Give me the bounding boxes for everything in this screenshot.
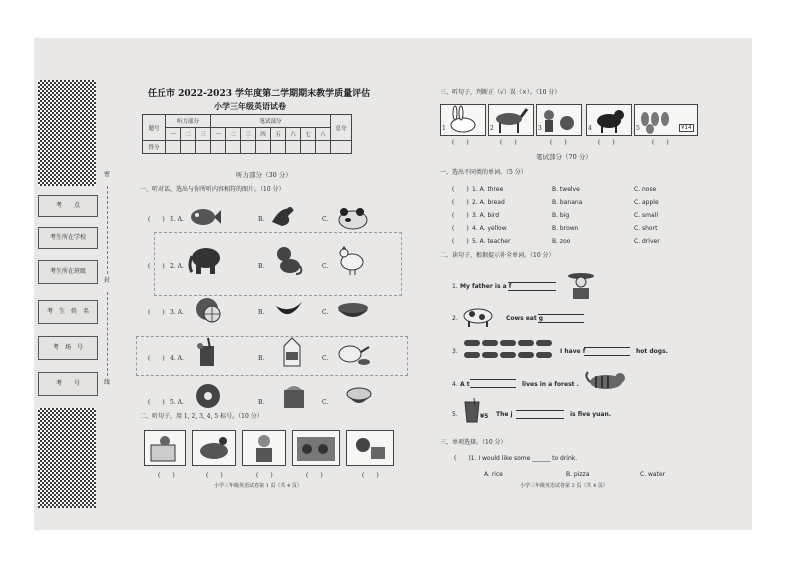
score-cell[interactable]: [331, 141, 352, 154]
left-checker-strip: [38, 80, 96, 186]
banana-icon: [272, 294, 306, 324]
option-b-label: B.: [258, 399, 265, 406]
score-cell[interactable]: [316, 141, 331, 154]
option-c-label: C.: [322, 355, 329, 362]
fill-item-text: I have f: [560, 348, 586, 355]
answer-paren[interactable]: ( ): [598, 139, 615, 146]
option-b-label: B.: [258, 216, 265, 223]
score-col-number: 三: [196, 128, 211, 141]
judge-picture-number: 3: [538, 125, 542, 132]
answer-paren[interactable]: ( ): [148, 355, 165, 362]
option-a-label: 4. A.: [170, 355, 184, 362]
hot-dogs-icon: [462, 338, 554, 362]
sidebar-field-label: 考 号: [55, 380, 80, 387]
score-cell[interactable]: [181, 141, 196, 154]
score-row-label: 得分: [143, 141, 166, 154]
judge-picture-1: [440, 104, 486, 136]
answer-paren[interactable]: ( ): [452, 186, 469, 193]
score-col-number: 四: [256, 128, 271, 141]
price-label: ¥5: [480, 413, 489, 420]
option-a: 4. A. yellow: [472, 225, 507, 232]
choice-option-b[interactable]: B. pizza: [566, 471, 590, 478]
option-b: B. twelve: [552, 186, 580, 193]
answer-paren[interactable]: ( ): [452, 238, 469, 245]
fill-item-number: 2.: [452, 315, 458, 322]
sidebar-field-label: 考 场 号: [52, 344, 83, 351]
listening-picture-1: [144, 430, 186, 466]
written-q3-title: 三、单项选择。（10 分）: [440, 439, 507, 446]
seal-line: [107, 186, 108, 274]
score-table-header: 总分: [331, 115, 352, 141]
fill-blank[interactable]: [508, 282, 556, 283]
left-checker-strip-bottom: [38, 408, 96, 508]
fill-item-tail: lives in a forest .: [522, 381, 579, 388]
fill-item-number: 4.: [452, 381, 458, 388]
judge-picture-number: 5: [636, 125, 640, 132]
option-c-label: C.: [322, 309, 329, 316]
answer-paren[interactable]: ( ): [148, 263, 165, 270]
fill-blank[interactable]: [508, 290, 556, 291]
judge-picture-number: 4: [588, 125, 592, 132]
elephant-icon: [188, 244, 224, 276]
score-col-number: 二: [226, 128, 241, 141]
page-footer: 小学三年级英语试卷第 1 页（共 4 页）: [214, 483, 302, 489]
judge-picture-number: 2: [490, 125, 494, 132]
question-2-title: 二、听句子，用 1, 2, 3, 4, 5 标号。（10 分）: [140, 413, 263, 420]
fill-item-text: Cows eat g: [506, 315, 544, 322]
monkey-icon: [272, 244, 304, 276]
score-col-number: 六: [286, 128, 301, 141]
option-a-label: 5. A.: [170, 399, 184, 406]
question-1-title: 一、听对话，选出与你所听内容相符的图片。（10 分）: [140, 186, 285, 193]
hen-icon: [336, 244, 368, 276]
seal-char: 封: [104, 277, 111, 284]
listening-picture-3: [242, 430, 286, 466]
answer-paren[interactable]: ( ): [148, 216, 165, 223]
option-a: 1. A. three: [472, 186, 504, 193]
sidebar-field-label: 考 点: [55, 202, 80, 209]
fill-item-tail: is five yuan.: [570, 411, 612, 418]
answer-paren[interactable]: ( ): [306, 472, 323, 479]
written-q2-title: 二、读句子，根据提示补全单词。（10 分）: [440, 252, 555, 259]
page-subtitle: 小学三年级英语试卷: [214, 101, 286, 111]
seal-char: 线: [104, 379, 111, 386]
score-col-number: 一: [211, 128, 226, 141]
option-b-label: B.: [258, 263, 265, 270]
option-c: C. small: [634, 212, 658, 219]
choice-option-a[interactable]: A. rice: [484, 471, 503, 478]
fill-blank[interactable]: [516, 410, 564, 411]
option-c-label: C.: [322, 399, 329, 406]
score-cell[interactable]: [211, 141, 226, 154]
answer-paren[interactable]: ( ): [550, 139, 567, 146]
score-col-number: 一: [166, 128, 181, 141]
score-cell[interactable]: [301, 141, 316, 154]
farmer-icon: [566, 270, 596, 300]
fill-blank[interactable]: [584, 355, 630, 356]
section-title-listening: 听力部分（30 分）: [236, 171, 292, 179]
sidebar-field-exam-site: [38, 195, 98, 217]
tiger-icon: [584, 368, 628, 394]
fill-item-text: The j: [496, 411, 513, 418]
fill-blank[interactable]: [470, 379, 516, 380]
option-a: 3. A. bird: [472, 212, 500, 219]
fill-item-number: 3.: [452, 348, 458, 355]
answer-paren[interactable]: ( ): [362, 472, 379, 479]
score-col-number: 七: [301, 128, 316, 141]
page-title: 任丘市 2022-2023 学年度第二学期期末教学质量评估: [148, 89, 371, 99]
score-cell[interactable]: [166, 141, 181, 154]
judge-picture-number: 1: [442, 125, 446, 132]
tea-icon: [336, 338, 372, 366]
judge-picture-2: [488, 104, 534, 136]
listening-picture-4: [292, 430, 340, 466]
option-b: B. banana: [552, 199, 583, 206]
option-b-label: B.: [258, 309, 265, 316]
option-b: B. brown: [552, 225, 579, 232]
question-3-title: 三、听句子，判断正（√）误（×）。（10 分）: [440, 89, 561, 96]
listening-picture-5: [346, 430, 394, 466]
fill-blank[interactable]: [538, 314, 584, 315]
option-c-label: C.: [322, 263, 329, 270]
price-tag: ¥14: [681, 125, 692, 131]
orange-icon: [192, 294, 222, 324]
option-c: C. apple: [634, 199, 659, 206]
sidebar-field-label: 考 生 姓 名: [46, 308, 89, 315]
option-a-label: 2. A.: [170, 263, 184, 270]
option-a-label: 1. A.: [170, 216, 184, 223]
fill-blank[interactable]: [538, 322, 584, 323]
sidebar-field-label: 考生所在学校: [49, 234, 86, 241]
score-table: [142, 114, 352, 154]
rice-bowl-icon: [344, 382, 374, 410]
sidebar-field-room: [38, 336, 98, 360]
score-cell[interactable]: [271, 141, 286, 154]
option-c-label: C.: [322, 216, 329, 223]
sidebar-field-name: [38, 300, 98, 324]
answer-paren[interactable]: ( ): [206, 472, 223, 479]
page-footer: 小学三年级英语试卷第 2 页（共 4 页）: [520, 483, 608, 489]
fill-blank[interactable]: [470, 387, 516, 388]
fill-item-tail: hot dogs.: [636, 348, 668, 355]
score-cell[interactable]: [256, 141, 271, 154]
noodles-icon: [280, 380, 308, 410]
fill-blank[interactable]: [516, 418, 564, 419]
juice-icon: [194, 338, 220, 368]
milk-icon: [280, 336, 304, 368]
fill-item-number: 1.: [452, 283, 458, 290]
answer-paren[interactable]: ( ): [500, 139, 517, 146]
answer-paren[interactable]: ( ): [256, 472, 273, 479]
watermelon-icon: [336, 294, 370, 324]
panda-icon: [336, 204, 370, 230]
seal-char: 密: [104, 171, 111, 178]
fish-icon: [188, 204, 222, 230]
choice-question-1[interactable]: ( )1. I would like some ______ to drink.: [454, 455, 578, 462]
fill-item-text: A t: [460, 381, 470, 388]
fill-item-text: My father is a f: [460, 283, 512, 290]
answer-paren[interactable]: ( ): [652, 139, 669, 146]
cow-icon: [460, 304, 498, 328]
score-cell[interactable]: [196, 141, 211, 154]
section-title-written: 笔试部分（70 分）: [536, 153, 592, 161]
juice-glass-icon: [462, 398, 482, 424]
score-table-header: 题号: [143, 115, 166, 141]
listening-picture-2: [192, 430, 236, 466]
judge-picture-4: [586, 104, 632, 136]
option-b: B. big: [552, 212, 570, 219]
seal-line: [107, 292, 108, 376]
option-c: C. driver: [634, 238, 660, 245]
answer-paren[interactable]: ( ): [452, 212, 469, 219]
option-c: C. short: [634, 225, 658, 232]
answer-paren[interactable]: ( ): [452, 199, 469, 206]
option-a: 2. A. bread: [472, 199, 505, 206]
answer-paren[interactable]: ( ): [158, 472, 175, 479]
bird-icon: [268, 200, 298, 230]
score-table-header: 听力部分: [166, 115, 211, 128]
score-col-number: 五: [271, 128, 286, 141]
score-table-header: 笔试部分: [211, 115, 331, 128]
score-col-number: 三: [241, 128, 256, 141]
option-b-label: B.: [258, 355, 265, 362]
score-col-number: 二: [181, 128, 196, 141]
sidebar-field-school: [38, 227, 98, 249]
score-cell[interactable]: [241, 141, 256, 154]
score-cell[interactable]: [226, 141, 241, 154]
score-col-number: 八: [316, 128, 331, 141]
option-a: 5. A. teacher: [472, 238, 511, 245]
answer-paren[interactable]: ( ): [452, 225, 469, 232]
option-b: B. zoo: [552, 238, 571, 245]
sidebar-field-class: [38, 260, 98, 284]
judge-picture-3: [536, 104, 582, 136]
written-q1-title: 一、选出不同类的单词。（5 分）: [440, 169, 527, 176]
option-a-label: 3. A.: [170, 309, 184, 316]
answer-paren[interactable]: ( ): [452, 139, 469, 146]
answer-paren[interactable]: ( ): [148, 399, 165, 406]
sidebar-field-label: 考生所在班级: [49, 268, 86, 275]
sidebar-field-number: [38, 372, 98, 396]
donut-icon: [194, 382, 222, 410]
choice-option-c[interactable]: C. water: [640, 471, 666, 478]
score-cell[interactable]: [286, 141, 301, 154]
fill-item-number: 5.: [452, 411, 458, 418]
fill-blank[interactable]: [584, 347, 630, 348]
option-c: C. nose: [634, 186, 657, 193]
answer-paren[interactable]: ( ): [148, 309, 165, 316]
